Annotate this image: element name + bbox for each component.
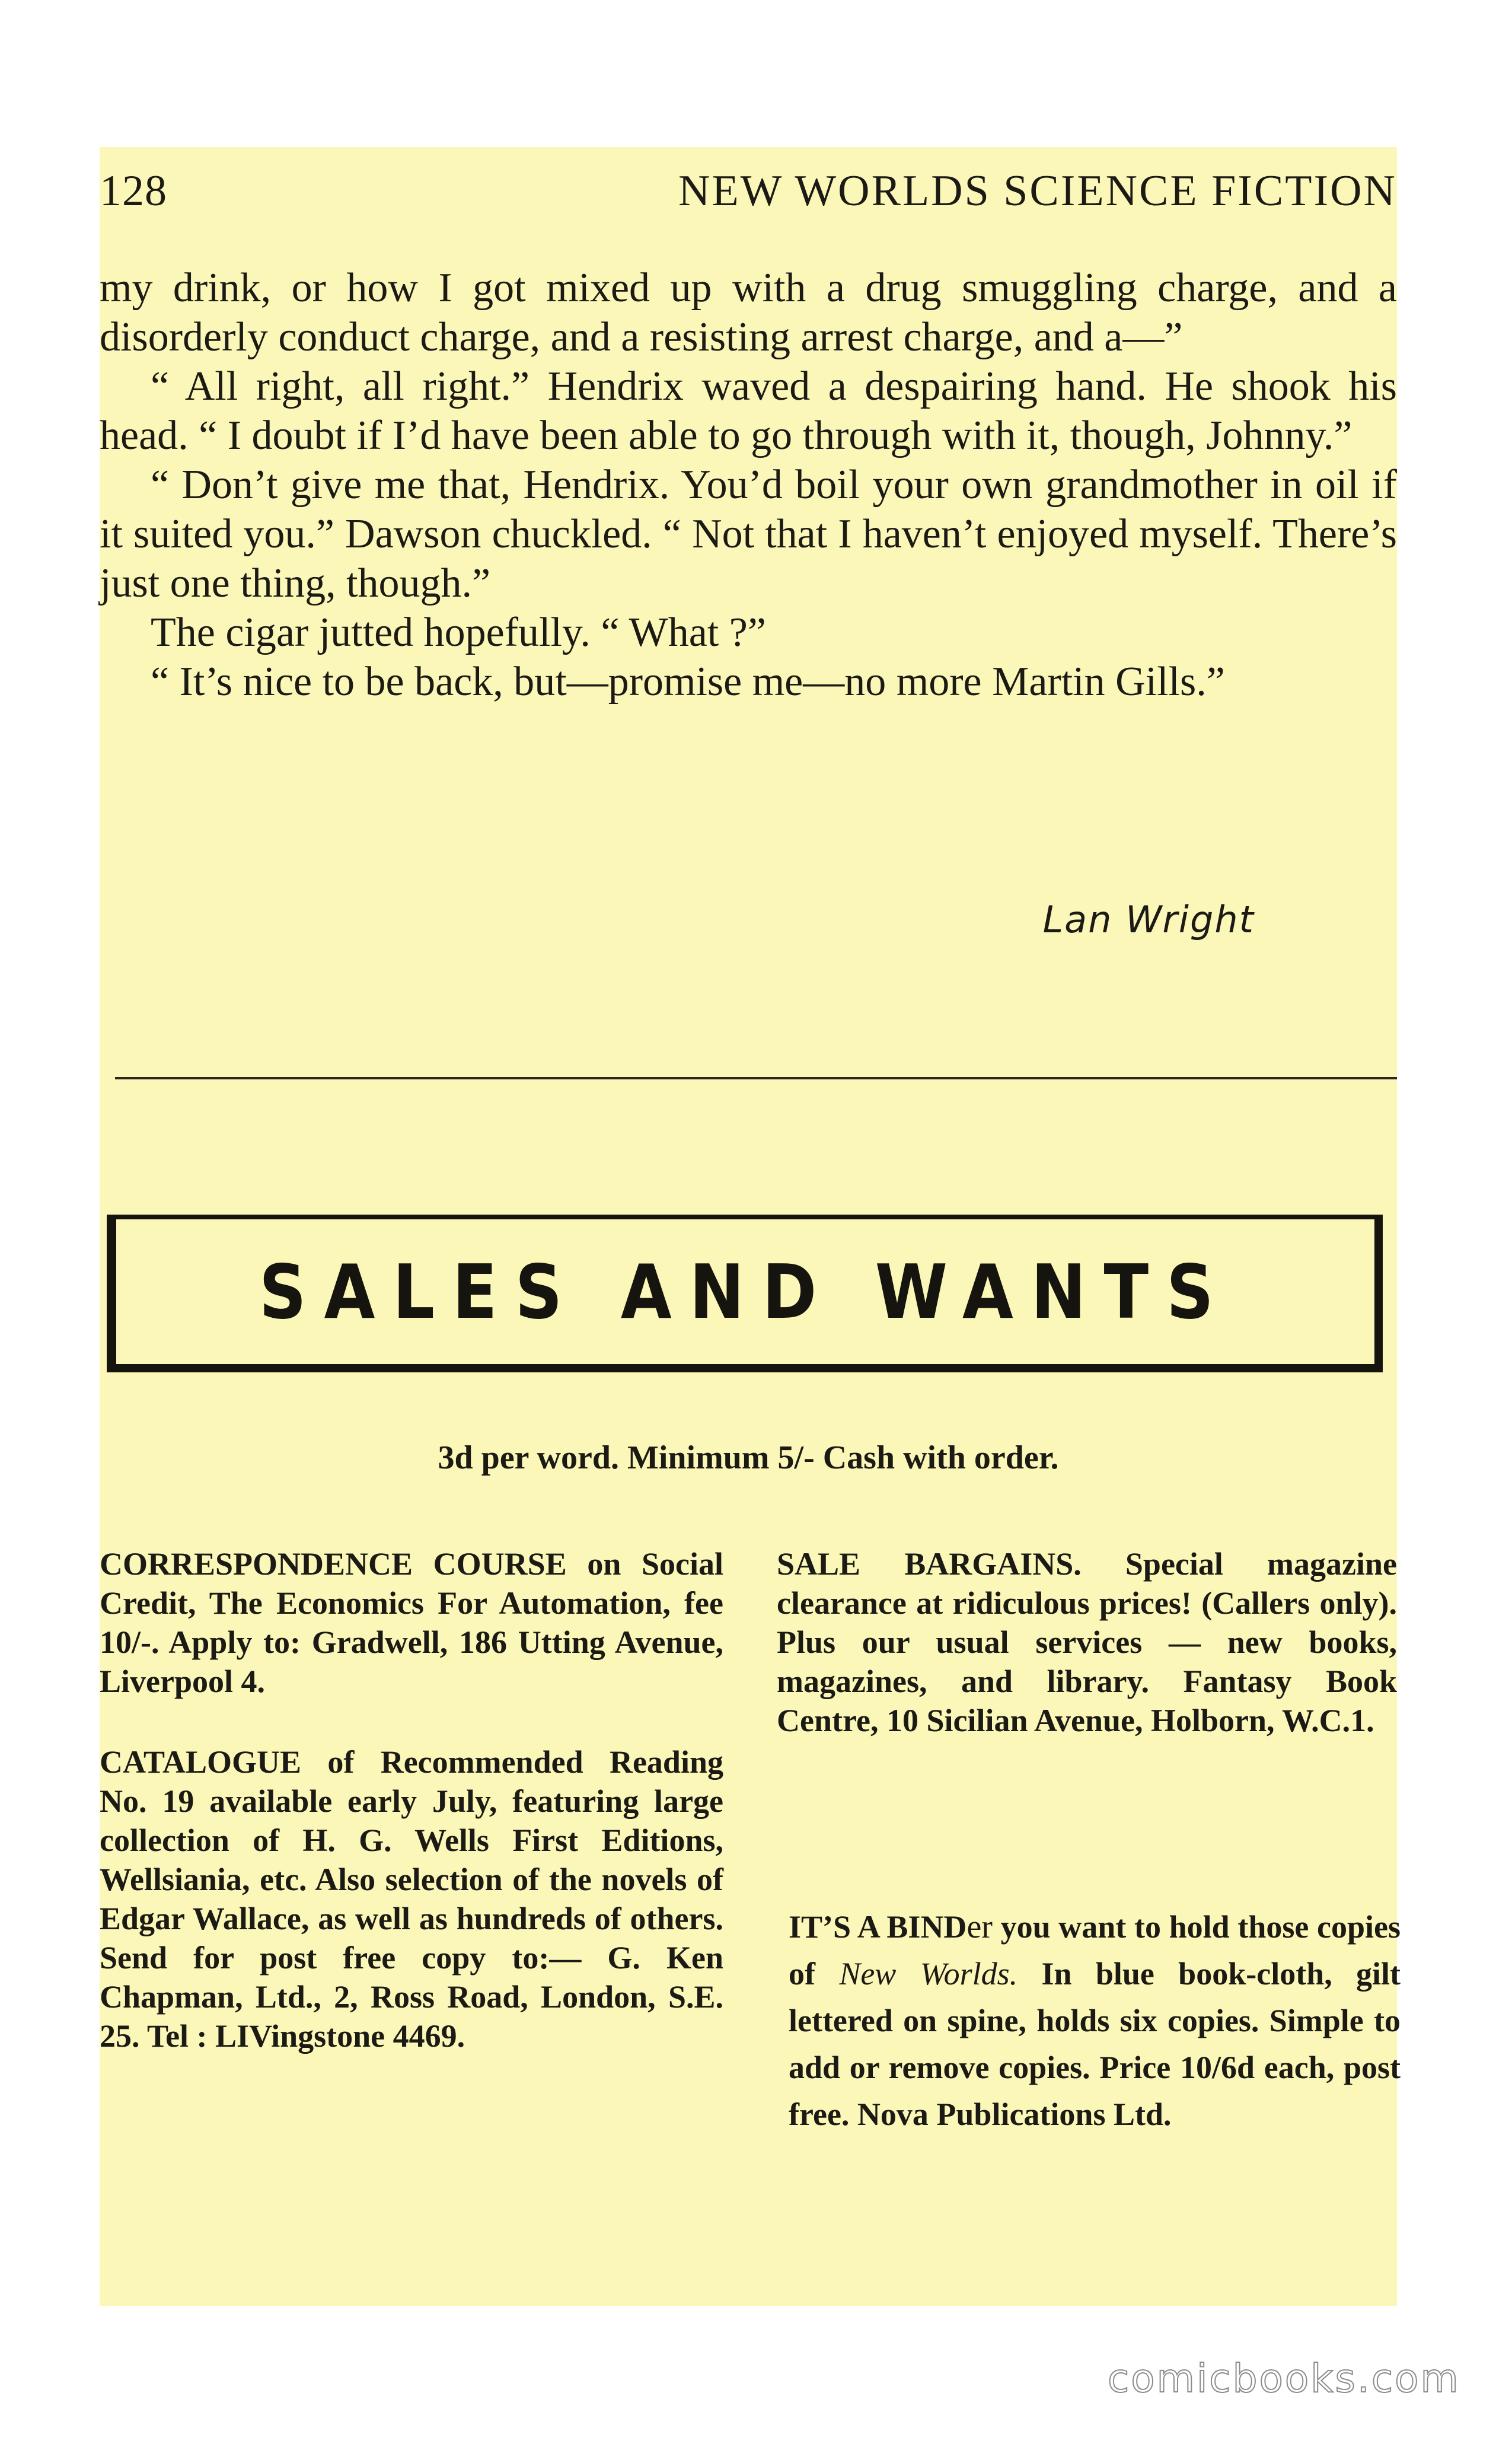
ad-sale-bargains: SALE BARGAINS. Special magazine clearance at ridiculous prices! (Callers only). Plus our usual services — new books, magazines, and library. Fantasy Book Centre, 10 Sicilian Avenue, Holborn, W.C.1. <box>777 1546 1397 1738</box>
story-paragraph: my drink, or how I got mixed up with a drug smuggling charge, and a disorderly conduct charge, and a resisting arrest charge, and a—” <box>100 265 1397 360</box>
page-number: 128 <box>100 167 167 215</box>
section-divider <box>115 1077 1397 1079</box>
journal-title: NEW WORLDS SCIENCE FICTION <box>678 167 1397 215</box>
binder-text-a: you want to hold those copies of <box>789 1909 1401 1992</box>
site-watermark: comicbooks.com <box>1108 2356 1460 2401</box>
binder-text-b: In blue book-cloth, gilt lettered on spine, holds six copies. Simple to add or remove copies. Price 10/6d each, post free. Nova Publications Ltd. <box>789 1956 1401 2132</box>
classifieds-rates: 3d per word. Minimum 5/- Cash with order. <box>438 1439 1059 1476</box>
binder-magazine-title: New Worlds. <box>839 1956 1018 1992</box>
story-paragraph: “ It’s nice to be back, but—promise me—no more Martin Gills.” <box>151 659 1225 705</box>
ad-catalogue: CATALOGUE of Recommended Reading No. 19 available early July, featuring large collection of H. G. Wells First Editions, Wellsiania, etc. Also selection of the novels of Edgar Wallace, as well as hundreds of others. Send for post free copy to:— G. Ken Chapman, Ltd., 2, Ross Road, London, S.E. 25. Tel : LIVingstone 4469. <box>100 1744 723 2054</box>
ad-binder <box>789 1904 1401 2138</box>
ad-correspondence-course: CORRESPONDENCE COURSE on Social Credit, The Economics For Automation, fee 10/-. Apply to: Gradwell, 186 Utting Avenue, Liverpool 4. <box>100 1546 723 1699</box>
binder-lead-rest: er <box>966 1908 993 1945</box>
story-text <box>100 263 1397 706</box>
classifieds-banner <box>107 1215 1383 1372</box>
classifieds-heading: SALES AND WANTS <box>259 1248 1232 1336</box>
binder-lead: IT’S A BIND <box>789 1909 967 1945</box>
magazine-page <box>100 147 1401 2306</box>
story-paragraph: “ Don’t give me that, Hendrix. You’d boil your own grandmother in oil if it suited you.” Dawson chuckled. “ Not that I haven’t enjoyed myself. There’s just one thing, though.” <box>100 462 1397 606</box>
author-signature: Lan Wright <box>1042 898 1255 941</box>
story-paragraph: The cigar jutted hopefully. “ What ?” <box>151 610 766 655</box>
running-head <box>100 147 1397 215</box>
story-paragraph: “ All right, all right.” Hendrix waved a despairing hand. He shook his head. “ I doubt if I’d have been able to go through with it, though, Johnny.” <box>100 364 1397 458</box>
